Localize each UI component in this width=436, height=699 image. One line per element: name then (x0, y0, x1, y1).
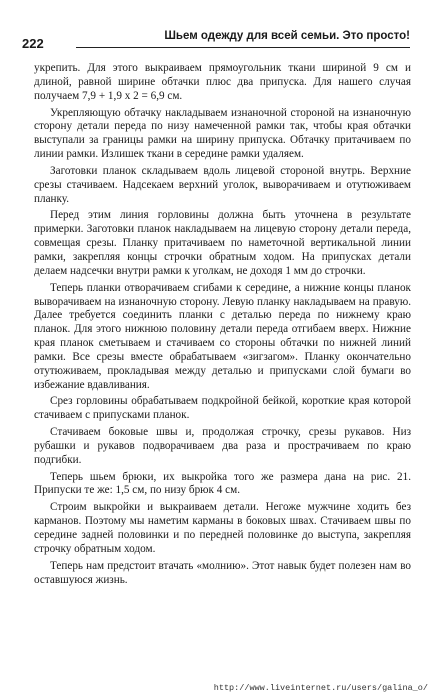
running-head: Шьем одежду для всей семьи. Это просто! (164, 30, 410, 42)
paragraph: укрепить. Для этого выкраиваем прямоугольник ткани шириной 9 см и длиной, равной ширине обтачки плюс два припуска. Для нашего случая получаем 7,9 + 1,9 x 2 = 6,9 см. (34, 62, 411, 102)
paragraph: Перед этим линия горловины должна быть уточнена в результате примерки. Заготовки планок накладываем на лицевую сторону детали переда, совмещая срезы. Планку притачиваем по наметочной вертикальной линии рамки, закрепляя концы строчки обратным ходом. На припусках детали делаем надсечки внутри рамки к уголкам, не доходя 1 мм до строчки. (34, 209, 411, 277)
paragraph: Строим выкройки и выкраиваем детали. Негоже мужчине ходить без карманов. Поэтому мы наметим карманы в боковых швах. Стачиваем швы по середине задней половинки и по передней половинке до выступа, закрепляя строчку обратным ходом. (34, 501, 411, 555)
paragraph: Теперь шьем брюки, их выкройка того же размера дана на рис. 21. Припуски те же: 1,5 см, по низу брюк 4 см. (34, 470, 411, 497)
paragraph: Стачиваем боковые швы и, продолжая строчку, срезы рукавов. Низ рубашки и рукавов подворачиваем два раза и прострачиваем по краю подгибки. (34, 426, 411, 466)
paragraph: Заготовки планок складываем вдоль лицевой стороной внутрь. Верхние срезы стачиваем. Надсекаем верхний уголок, выворачиваем и отутюживаем планку. (34, 164, 411, 205)
body-text (34, 62, 411, 590)
page-number: 222 (22, 36, 44, 51)
header-rule (76, 47, 410, 48)
paragraph: Срез горловины обрабатываем подкройной бейкой, короткие края которой стачиваем с припусками планок. (34, 395, 411, 422)
paragraph: Теперь нам предстоит втачать «молнию». Этот навык будет полезен нам во оставшуюся жизнь. (34, 559, 411, 586)
paragraph: Теперь планки отворачиваем сгибами к середине, а нижние концы планок выворачиваем на изнаночную сторону. Левую планку накладываем на правую. Далее требуется соединить планки с деталью переда по нижнему краю планок. Для этого нижнюю половину детали переда отгибаем вверх. Нижние края планок сметываем и стачиваем со стороны обтачки по нижней линий рамки. Все срезы вместе обрабатываем «зигзагом». Планку окончательно отутюживаем, прокладывая между деталью и припусками слой бумаги во избежание вдавливания. (34, 281, 411, 391)
footer-url: http://www.liveinternet.ru/users/galina_o/ (213, 683, 428, 693)
paragraph: Укрепляющую обтачку накладываем изнаночной стороной на изнаночную сторону детали переда по низу намеченной рамки так, чтобы края обтачки выступали за границы рамки на ширину припуска. Обтачку притачиваем по линии рамки. Излишек ткани в середине рамки удаляем. (34, 106, 411, 161)
